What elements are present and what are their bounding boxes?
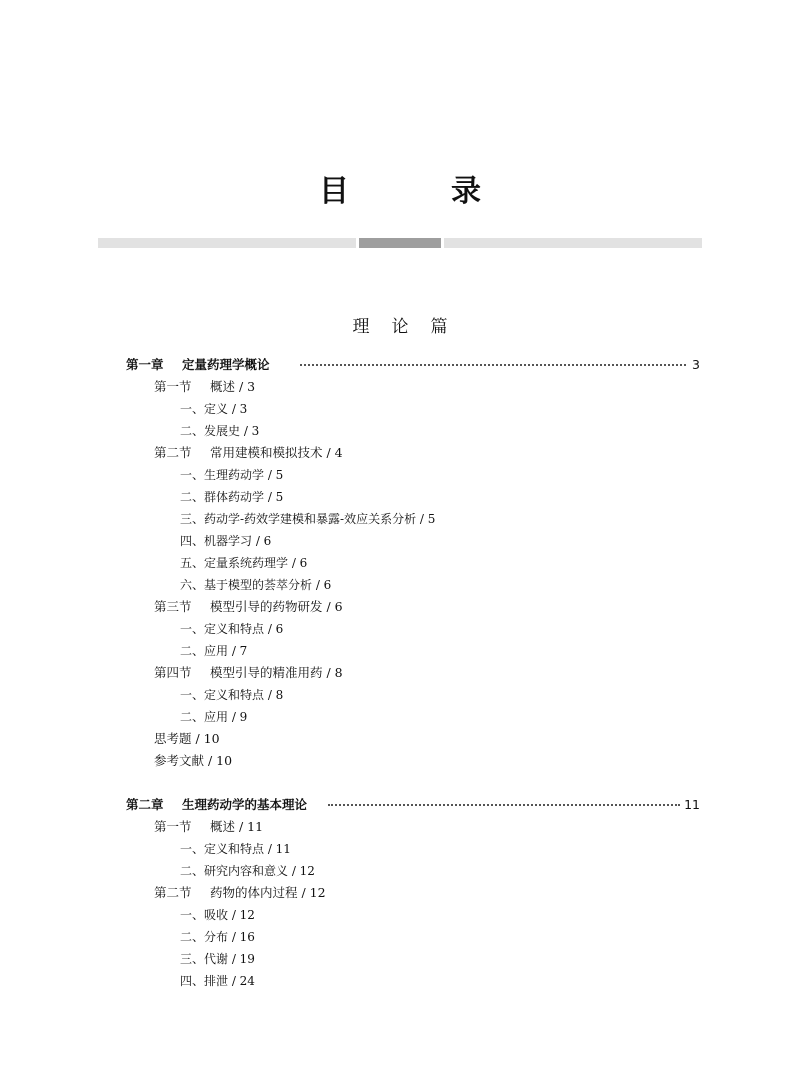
subsection-title: 二、应用 / 9: [180, 710, 248, 724]
subsection-title: 三、代谢 / 19: [180, 952, 255, 966]
subsection-row[interactable]: [0, 905, 800, 925]
subsection-title: 一、定义 / 3: [180, 402, 248, 416]
subsection-title: 一、定义和特点 / 8: [180, 688, 284, 702]
subsection-title: 三、药动学-药效学建模和暴露-效应关系分析 / 5: [180, 512, 436, 526]
section-label: 第一节: [154, 819, 192, 834]
chapter-page: 3: [692, 357, 700, 372]
subsection-row[interactable]: [0, 487, 800, 507]
dot-leader: [328, 804, 680, 806]
section-row[interactable]: [0, 817, 800, 837]
subsection-title: 四、排泄 / 24: [180, 974, 255, 988]
title-rule-center: [359, 238, 441, 248]
subsection-title: 一、吸收 / 12: [180, 908, 255, 922]
section-title: 概述 / 3: [210, 379, 256, 394]
part-title: 理论篇: [352, 317, 470, 337]
subsection-row[interactable]: [0, 553, 800, 573]
subsection-title: 二、研究内容和意义 / 12: [180, 864, 315, 878]
chapter-title: 定量药理学概论: [182, 357, 270, 372]
subsection-row[interactable]: [0, 861, 800, 881]
dot-leader: [300, 364, 686, 366]
section-row[interactable]: [0, 443, 800, 463]
subsection-row[interactable]: [0, 685, 800, 705]
subsection-title: 一、生理药动学 / 5: [180, 468, 284, 482]
section-title: 模型引导的药物研发 / 6: [210, 599, 343, 614]
subsection-row[interactable]: [0, 531, 800, 551]
chapter-row[interactable]: [0, 795, 800, 815]
title-rule-left: [98, 238, 356, 248]
section-row[interactable]: [0, 377, 800, 397]
section-row[interactable]: [0, 883, 800, 903]
section-title: 模型引导的精准用药 / 8: [210, 665, 343, 680]
chapter-row[interactable]: [0, 355, 800, 375]
section-row[interactable]: [0, 663, 800, 683]
misc-row[interactable]: [0, 751, 800, 771]
subsection-title: 二、发展史 / 3: [180, 424, 260, 438]
subsection-row[interactable]: [0, 641, 800, 661]
subsection-title: 二、应用 / 7: [180, 644, 248, 658]
subsection-row[interactable]: [0, 619, 800, 639]
chapter-label: 第二章: [126, 797, 164, 812]
title-rule-right: [444, 238, 702, 248]
subsection-title: 二、群体药动学 / 5: [180, 490, 284, 504]
subsection-title: 一、定义和特点 / 6: [180, 622, 284, 636]
section-title: 概述 / 11: [210, 819, 264, 834]
subsection-row[interactable]: [0, 971, 800, 991]
subsection-row[interactable]: [0, 575, 800, 595]
section-title: 药物的体内过程 / 12: [210, 885, 326, 900]
page-title: 目 录: [319, 174, 517, 209]
subsection-row[interactable]: [0, 839, 800, 859]
subsection-title: 一、定义和特点 / 11: [180, 842, 291, 856]
subsection-row[interactable]: [0, 509, 800, 529]
chapter-page: 11: [684, 797, 700, 812]
section-label: 第一节: [154, 379, 192, 394]
subsection-row[interactable]: [0, 707, 800, 727]
misc-row[interactable]: [0, 729, 800, 749]
subsection-title: 四、机器学习 / 6: [180, 534, 272, 548]
subsection-title: 五、定量系统药理学 / 6: [180, 556, 308, 570]
chapter-label: 第一章: [126, 357, 164, 372]
subsection-row[interactable]: [0, 465, 800, 485]
misc-title: 参考文献 / 10: [154, 753, 233, 768]
section-title: 常用建模和模拟技术 / 4: [210, 445, 343, 460]
section-row[interactable]: [0, 597, 800, 617]
subsection-title: 二、分布 / 16: [180, 930, 255, 944]
subsection-title: 六、基于模型的荟萃分析 / 6: [180, 578, 332, 592]
subsection-row[interactable]: [0, 949, 800, 969]
section-label: 第四节: [154, 665, 192, 680]
section-label: 第二节: [154, 445, 192, 460]
chapter-title: 生理药动学的基本理论: [182, 797, 308, 812]
section-label: 第二节: [154, 885, 192, 900]
subsection-row[interactable]: [0, 927, 800, 947]
section-label: 第三节: [154, 599, 192, 614]
subsection-row[interactable]: [0, 421, 800, 441]
subsection-row[interactable]: [0, 399, 800, 419]
misc-title: 思考题 / 10: [154, 731, 220, 746]
